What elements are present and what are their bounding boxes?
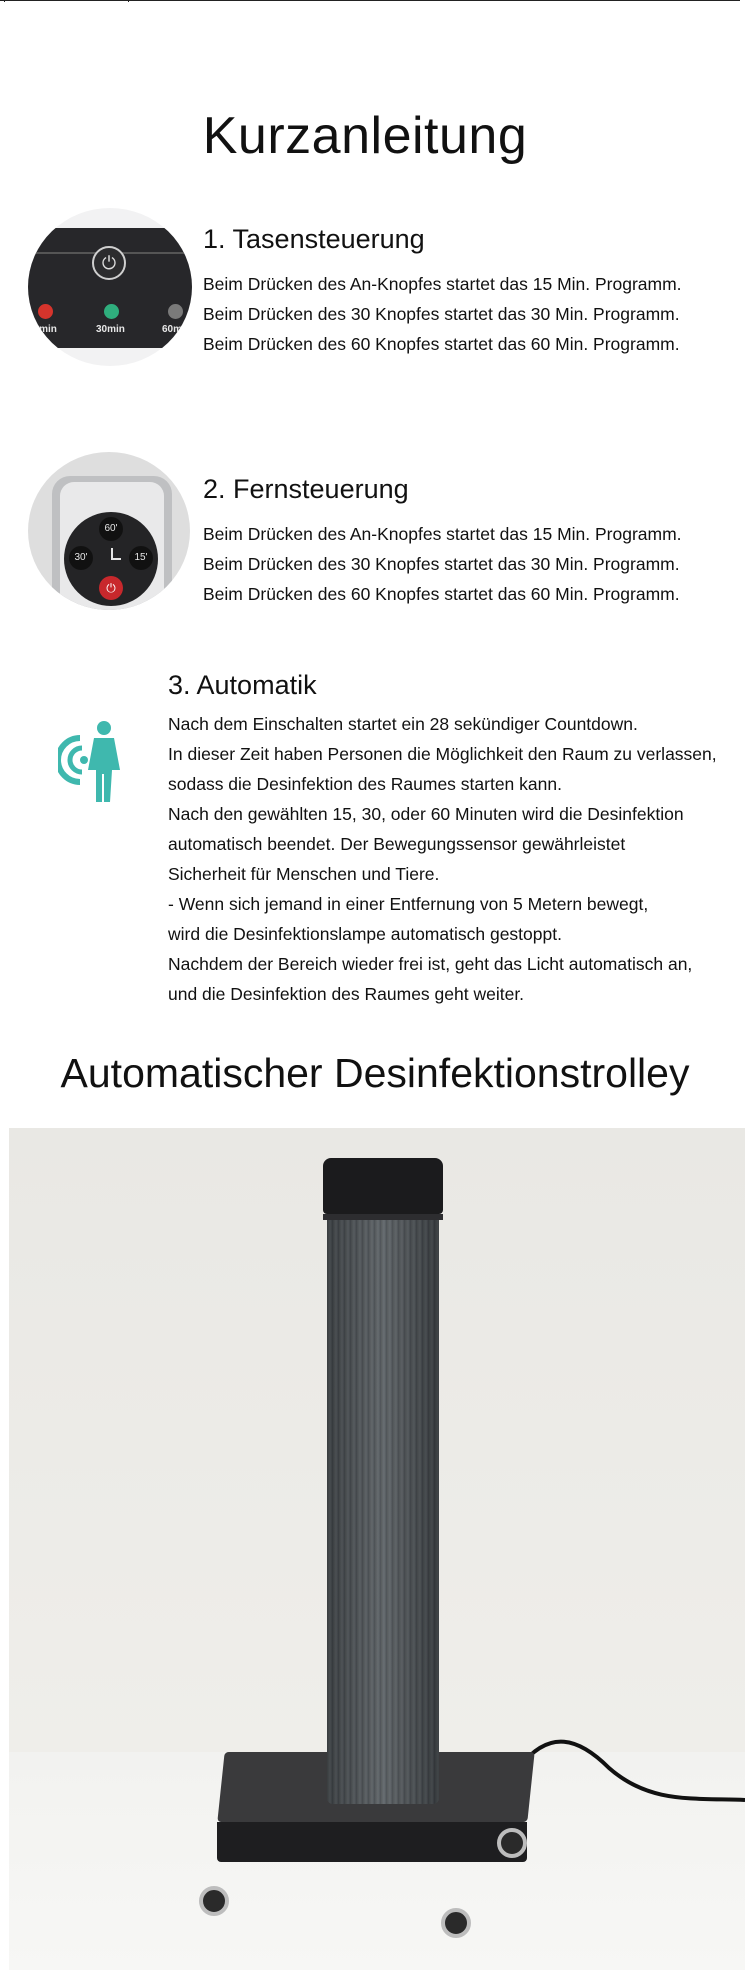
red-button-dot [38, 304, 53, 319]
button-panel-icon [28, 208, 192, 366]
caster-wheel [441, 1908, 471, 1938]
section-line: In dieser Zeit haben Personen die Möglichkeit den Raum zu verlassen, [168, 744, 717, 764]
section-line: Beim Drücken des 30 Knopfes startet das 30 Min. Programm. [203, 554, 680, 574]
green-button-dot [104, 304, 119, 319]
gray-button-dot [168, 304, 183, 319]
remote-button-60: 60' [99, 517, 123, 541]
section-line: Beim Drücken des An-Knopfes startet das 15 Min. Programm. [203, 524, 682, 544]
section-line: sodass die Desinfektion des Raumes starten kann. [168, 774, 562, 794]
page-title: Kurzanleitung [202, 107, 528, 165]
power-icon: ⏻ [92, 246, 126, 280]
section-title: 2. Fernsteuerung [203, 474, 409, 504]
remote-power-icon: ⏻ [99, 576, 123, 600]
section-line: - Wenn sich jemand in einer Entfernung von 5 Metern bewegt, [168, 894, 649, 914]
section-title: 1. Tasensteuerung [203, 224, 425, 254]
section-automatik [168, 670, 743, 1009]
remote-control-icon [28, 452, 190, 610]
clock-icon [111, 558, 121, 560]
section-line: und die Desinfektion des Raumes geht weiter. [168, 984, 525, 1004]
panel-label-60: 60min [162, 324, 191, 335]
caster-wheel [497, 1828, 527, 1858]
lamp-cap [323, 1158, 443, 1214]
power-cable [519, 1728, 745, 1848]
section-line: Beim Drücken des 60 Knopfes startet das 60 Min. Programm. [203, 584, 680, 604]
uv-lamp-column-shade [327, 1164, 439, 1804]
trolley-base-front [217, 1822, 527, 1862]
motion-sensor-person-icon [58, 718, 128, 802]
person-body-icon [88, 738, 120, 802]
panel-label-30: 30min [96, 324, 125, 335]
caster-wheel [199, 1886, 229, 1916]
section-tastensteuerung [203, 224, 743, 359]
sensor-dot-icon [80, 756, 88, 764]
section-line: Beim Drücken des An-Knopfes startet das 15 Min. Programm. [203, 274, 682, 294]
top-border-line [0, 0, 740, 1]
section-title: 3. Automatik [168, 670, 317, 700]
section-line: Nachdem der Bereich wieder frei ist, geht das Licht automatisch an, [168, 954, 693, 974]
top-border-tick [4, 0, 5, 2]
section-line: Nach dem Einschalten startet ein 28 sekündiger Countdown. [168, 714, 638, 734]
product-photo [9, 1128, 745, 1970]
section-line: Sicherheit für Menschen und Tiere. [168, 864, 440, 884]
remote-button-15: 15' [129, 546, 153, 570]
section-line: wird die Desinfektionslampe automatisch gestoppt. [168, 924, 562, 944]
section-line: Nach den gewählten 15, 30, oder 60 Minuten wird die Desinfektion [168, 804, 684, 824]
top-border-tick [128, 0, 129, 2]
person-head-icon [97, 721, 111, 735]
section-fernsteuerung [203, 474, 743, 609]
lamp-cap-ring [323, 1214, 443, 1220]
product-title: Automatischer Desinfektionstrolley [60, 1050, 690, 1096]
remote-button-30: 30' [69, 546, 93, 570]
section-line: Beim Drücken des 30 Knopfes startet das 30 Min. Programm. [203, 304, 680, 324]
panel-label-15: 15min [28, 324, 57, 335]
remote-button-pad [64, 512, 158, 606]
section-line: Beim Drücken des 60 Knopfes startet das 60 Min. Programm. [203, 334, 680, 354]
section-line: automatisch beendet. Der Bewegungssensor gewährleistet [168, 834, 626, 854]
control-panel [28, 228, 192, 348]
